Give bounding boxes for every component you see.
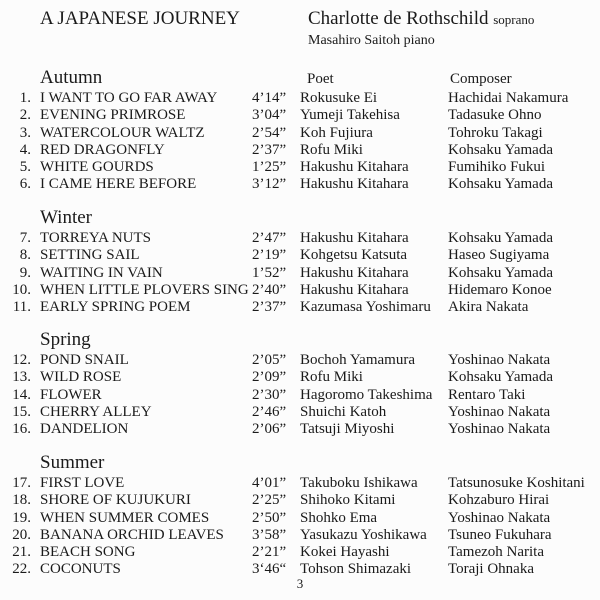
track-row — [0, 510, 600, 527]
track-duration: 3‘46“ — [252, 561, 287, 578]
track-duration: 2’54” — [252, 124, 287, 141]
composer-column-header: Composer — [450, 71, 512, 87]
track-row — [0, 352, 600, 369]
track-composer: Hachidai Nakamura — [448, 90, 569, 106]
track-title: FIRST LOVE — [40, 475, 125, 491]
track-composer: Kohsaku Yamada — [448, 141, 553, 158]
track-number: 22. — [12, 561, 31, 578]
section-header-row — [0, 66, 600, 90]
track-duration: 2’05” — [252, 352, 287, 368]
track-row — [0, 421, 600, 438]
pianist-role: piano — [403, 33, 435, 48]
track-poet: Hakushu Kitahara — [300, 159, 409, 176]
track-duration: 4’01” — [252, 475, 287, 491]
track-title: I CAME HERE BEFORE — [40, 176, 197, 193]
track-duration: 2’19” — [252, 247, 287, 264]
track-title: EARLY SPRING POEM — [40, 299, 191, 316]
track-row — [0, 527, 600, 544]
track-duration: 2’37” — [252, 141, 287, 158]
track-poet: Shohko Ema — [300, 509, 378, 526]
track-duration: 2’46” — [252, 403, 287, 420]
track-poet: Hakushu Kitahara — [300, 264, 409, 281]
season-heading: Summer — [40, 452, 105, 473]
track-row — [0, 125, 600, 142]
track-title: WHITE GOURDS — [40, 159, 154, 176]
track-number: 18. — [12, 492, 31, 509]
track-composer: Fumihiko Fukui — [448, 159, 546, 176]
track-title: POND SNAIL — [40, 352, 129, 368]
section-header-row — [0, 206, 600, 230]
track-duration: 3’04” — [252, 107, 287, 124]
track-row — [0, 282, 600, 299]
track-duration: 2’30” — [252, 386, 287, 403]
track-composer: Yoshinao Nakata — [448, 509, 551, 526]
track-title: EVENING PRIMROSE — [40, 107, 186, 124]
track-duration: 2’37” — [252, 299, 287, 316]
track-title: WHEN SUMMER COMES — [40, 509, 210, 526]
track-duration: 2’06” — [252, 421, 287, 438]
track-title: SETTING SAIL — [40, 247, 140, 264]
section-header-row — [0, 451, 600, 475]
track-number: 13. — [12, 369, 31, 386]
track-number: 7. — [19, 230, 31, 246]
section-header-row — [0, 328, 600, 352]
track-duration: 2’21” — [252, 544, 287, 561]
season-heading: Autumn — [40, 67, 103, 88]
track-title: SHORE OF KUJUKURI — [40, 492, 191, 509]
track-row — [0, 176, 600, 193]
album-title: A JAPANESE JOURNEY — [40, 8, 240, 29]
track-duration: 1’52” — [252, 264, 287, 281]
track-title: I WANT TO GO FAR AWAY — [40, 90, 218, 106]
track-title: TORREYA NUTS — [40, 230, 151, 246]
track-number: 20. — [12, 526, 31, 543]
performers-block — [308, 8, 534, 49]
track-row — [0, 404, 600, 421]
poet-column-header: Poet — [307, 71, 334, 87]
track-number: 9. — [19, 264, 31, 281]
track-row — [0, 247, 600, 264]
track-row — [0, 299, 600, 316]
track-number: 1. — [19, 90, 31, 106]
track-row — [0, 492, 600, 509]
track-duration: 2’40” — [252, 281, 287, 298]
track-duration: 3’58” — [252, 526, 287, 543]
track-composer: Toraji Ohnaka — [448, 561, 535, 578]
track-number: 11. — [12, 299, 31, 316]
track-title: BANANA ORCHID LEAVES — [40, 526, 224, 543]
track-composer: Haseo Sugiyama — [448, 247, 550, 264]
track-composer: Rentaro Taki — [448, 386, 526, 403]
track-poet: Shihoko Kitami — [300, 492, 396, 509]
track-duration: 1’25” — [252, 159, 287, 176]
track-number: 2. — [19, 107, 31, 124]
track-composer: Yoshinao Nakata — [448, 352, 551, 368]
track-composer: Tatsunosuke Koshitani — [448, 475, 585, 491]
track-number: 4. — [19, 141, 31, 158]
section-spring — [0, 328, 600, 438]
track-poet: Rokusuke Ei — [300, 90, 378, 106]
track-composer: Kohzaburo Hirai — [448, 492, 550, 509]
track-row — [0, 142, 600, 159]
track-title: FLOWER — [40, 386, 102, 403]
track-title: RED DRAGONFLY — [40, 141, 165, 158]
soprano-role: soprano — [493, 12, 535, 27]
section-winter — [0, 206, 600, 316]
track-number: 21. — [12, 544, 31, 561]
section-summer — [0, 451, 600, 579]
pianist-line — [308, 32, 534, 49]
track-row — [0, 544, 600, 561]
track-poet: Rofu Miki — [300, 141, 363, 158]
track-number: 19. — [12, 509, 31, 526]
track-poet: Yasukazu Yoshikawa — [300, 526, 427, 543]
track-title: WILD ROSE — [40, 369, 122, 386]
pianist-name: Masahiro Saitoh — [308, 33, 401, 48]
season-heading: Winter — [40, 207, 92, 228]
track-poet: Hagoromo Takeshima — [300, 386, 433, 403]
track-number: 6. — [19, 176, 31, 193]
track-title: WHEN LITTLE PLOVERS SING — [40, 281, 249, 298]
track-number: 12. — [12, 352, 31, 368]
track-composer: Tadasuke Ohno — [448, 107, 542, 124]
track-title: DANDELION — [40, 421, 129, 438]
track-title: BEACH SONG — [40, 544, 136, 561]
track-number: 10. — [12, 281, 31, 298]
track-row — [0, 369, 600, 386]
track-poet: Kazumasa Yoshimaru — [300, 299, 431, 316]
track-composer: Hidemaro Konoe — [448, 281, 552, 298]
track-row — [0, 159, 600, 176]
track-duration: 3’12” — [252, 176, 287, 193]
track-row — [0, 387, 600, 404]
track-row — [0, 265, 600, 282]
track-poet: Hakushu Kitahara — [300, 230, 409, 246]
track-composer: Tamezoh Narita — [448, 544, 544, 561]
track-duration: 2’47” — [252, 230, 287, 246]
page-number: 3 — [296, 576, 304, 591]
track-row — [0, 107, 600, 124]
track-poet: Rofu Miki — [300, 369, 363, 386]
track-number: 3. — [19, 124, 31, 141]
track-poet: Tohson Shimazaki — [300, 561, 412, 578]
track-poet: Shuichi Katoh — [300, 403, 387, 420]
track-composer: Kohsaku Yamada — [448, 230, 553, 246]
track-row — [0, 90, 600, 107]
track-row — [0, 475, 600, 492]
track-title: CHERRY ALLEY — [40, 403, 152, 420]
track-number: 16. — [12, 421, 31, 438]
track-title: WAITING IN VAIN — [40, 264, 163, 281]
track-poet: Yumeji Takehisa — [300, 107, 400, 124]
track-composer: Kohsaku Yamada — [448, 176, 553, 193]
track-number: 17. — [12, 475, 31, 491]
track-composer: Tsuneo Fukuhara — [448, 526, 552, 543]
track-duration: 2’50” — [252, 509, 287, 526]
track-poet: Hakushu Kitahara — [300, 176, 409, 193]
track-poet: Takuboku Ishikawa — [300, 475, 418, 491]
track-number: 8. — [19, 247, 31, 264]
track-poet: Kokei Hayashi — [300, 544, 390, 561]
track-poet: Bochoh Yamamura — [300, 352, 415, 368]
track-composer: Yoshinao Nakata — [448, 403, 551, 420]
soprano-name: Charlotte de Rothschild — [308, 8, 489, 29]
track-poet: Tatsuji Miyoshi — [300, 421, 395, 438]
track-composer: Kohsaku Yamada — [448, 369, 553, 386]
track-composer: Akira Nakata — [448, 299, 529, 316]
track-duration: 2’25” — [252, 492, 287, 509]
track-row — [0, 230, 600, 247]
track-title: WATERCOLOUR WALTZ — [40, 124, 205, 141]
track-composer: Tohroku Takagi — [448, 124, 543, 141]
section-autumn — [0, 66, 600, 194]
track-title: COCONUTS — [40, 561, 121, 578]
track-number: 5. — [19, 159, 31, 176]
track-poet: Hakushu Kitahara — [300, 281, 409, 298]
track-duration: 4’14” — [252, 90, 287, 106]
track-poet: Kohgetsu Katsuta — [300, 247, 408, 264]
track-number: 15. — [12, 403, 31, 420]
track-poet: Koh Fujiura — [300, 124, 373, 141]
track-composer: Kohsaku Yamada — [448, 264, 553, 281]
soprano-line — [308, 8, 534, 31]
track-number: 14. — [12, 386, 31, 403]
season-heading: Spring — [40, 329, 91, 350]
track-composer: Yoshinao Nakata — [448, 421, 551, 438]
track-duration: 2’09” — [252, 369, 287, 386]
